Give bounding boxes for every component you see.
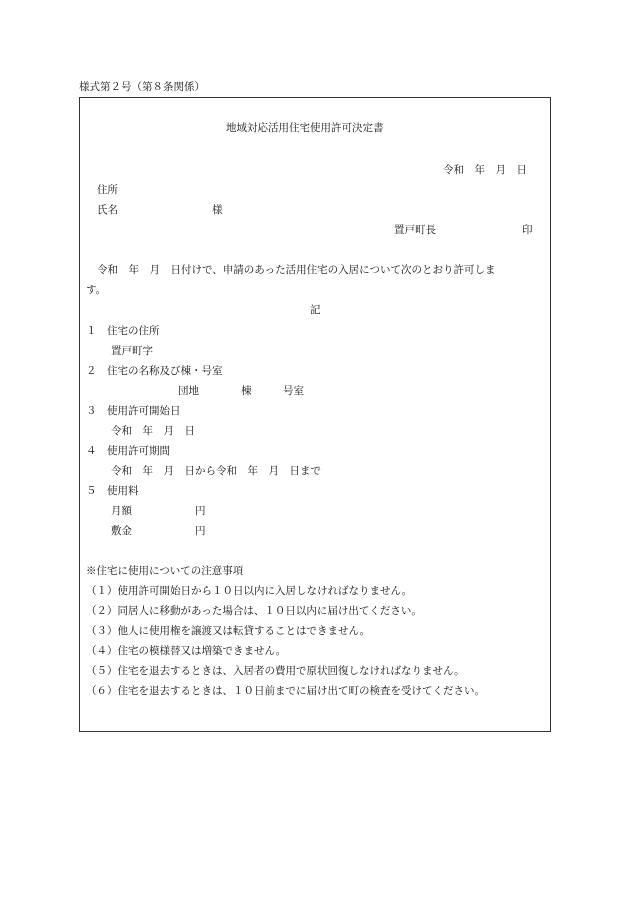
recipient-name-label: 氏名 bbox=[97, 204, 118, 216]
item-2-value: 団地 棟 号室 bbox=[178, 385, 304, 397]
issuer-title: 置戸町長 bbox=[394, 224, 436, 236]
item-3-value: 令和 年 月 日 bbox=[111, 425, 195, 437]
item-5-title: ５ 使用料 bbox=[86, 485, 139, 497]
fee-monthly: 月額 円 bbox=[111, 505, 206, 517]
fee-deposit: 敷金 円 bbox=[111, 525, 206, 537]
note-item: （４）住宅の模様替又は増築できません。 bbox=[86, 645, 287, 657]
note-item: （２）同居人に移動があった場合は、１０日以内に届け出てください。 bbox=[86, 605, 422, 617]
note-item: （５）住宅を退去するときは、入居者の費用で原状回復しなければなりません。 bbox=[86, 665, 465, 677]
note-item: （６）住宅を退去するときは、１０日前までに届け出て町の検査を受けてください。 bbox=[86, 685, 485, 697]
document-title: 地域対応活用住宅使用許可決定書 bbox=[226, 122, 384, 134]
seal-mark: 印 bbox=[522, 224, 533, 236]
recipient-address-label: 住所 bbox=[97, 184, 118, 196]
item-4-title: ４ 使用許可期間 bbox=[86, 445, 170, 457]
item-1-value: 置戸町字 bbox=[111, 345, 153, 357]
note-item: （３）他人に使用権を譲渡又は転貸することはできません。 bbox=[86, 625, 371, 637]
body-text-line-2: す。 bbox=[86, 284, 107, 296]
ki-heading: 記 bbox=[310, 304, 321, 316]
item-1-title: １ 住宅の住所 bbox=[86, 325, 160, 337]
item-2-title: ２ 住宅の名称及び棟・号室 bbox=[86, 365, 223, 377]
item-4-value: 令和 年 月 日から令和 年 月 日まで bbox=[111, 465, 321, 477]
body-text-line-1: 令和 年 月 日付けで、申請のあった活用住宅の入居について次のとおり許可しま bbox=[97, 264, 496, 276]
item-3-title: ３ 使用許可開始日 bbox=[86, 405, 181, 417]
note-item: （１）使用許可開始日から１０日以内に入居しなければなりません。 bbox=[86, 585, 413, 597]
decision-date: 令和 年 月 日 bbox=[443, 164, 527, 176]
notes-heading: ※住宅に使用についての注意事項 bbox=[86, 565, 244, 577]
recipient-honorific: 様 bbox=[212, 204, 223, 216]
form-number-label: 様式第２号（第８条関係） bbox=[79, 81, 205, 93]
